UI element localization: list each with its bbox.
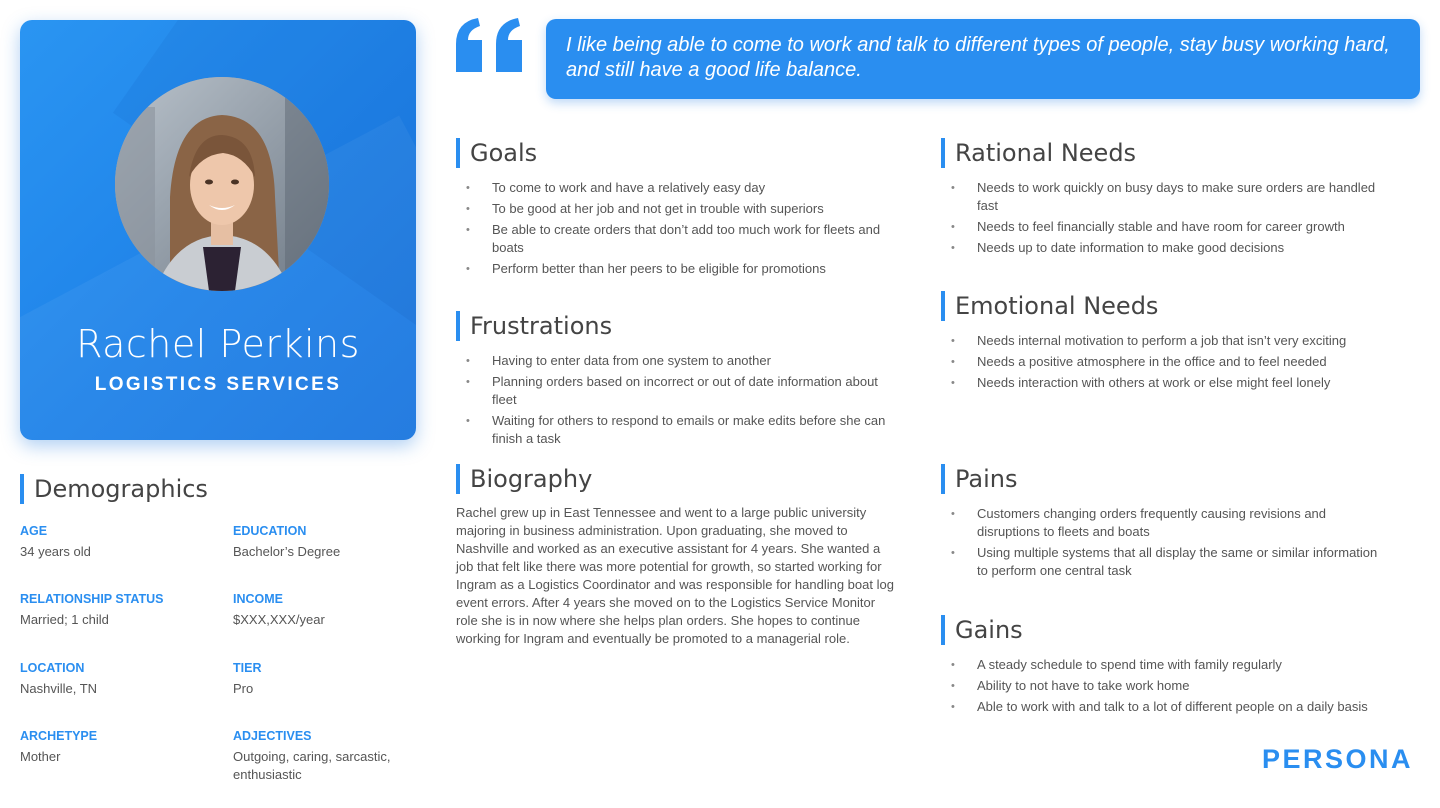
gains-item: • Ability to not have to take work home xyxy=(941,677,1381,695)
location-value: Nashville, TN xyxy=(20,681,98,696)
frustrations-heading: Frustrations xyxy=(456,311,612,341)
persona-quote: I like being able to come to work and talk to different types of people, stay busy working hard, and still have a good life balance. xyxy=(546,19,1420,99)
biography-heading: Biography xyxy=(456,464,592,494)
profile-card xyxy=(20,20,416,440)
rational-needs-item: • Needs up to date information to make good decisions xyxy=(941,239,1381,257)
relationship-value: Married; 1 child xyxy=(20,612,109,627)
goals-heading: Goals xyxy=(456,138,537,168)
relationship-label: RELATIONSHIP STATUS xyxy=(20,592,164,606)
income-label: INCOME xyxy=(233,592,283,606)
pains-list xyxy=(941,505,1381,583)
pains-heading: Pains xyxy=(941,464,1017,494)
frustrations-list xyxy=(456,352,896,451)
adjectives-label: ADJECTIVES xyxy=(233,729,312,743)
biography-text: Rachel grew up in East Tennessee and went to a large public university majoring in business administration. Upon graduating, she moved to Nashville and worked as an executive assistant for 4 years. She wanted a job that felt like there was more potential for growth, so started working for Ingram as a Logistics Coordinator and was responsible for handling boat log event errors. After 4 years she moved on to the Logistics Service Monitor role she is in now where she helps plan orders. She hopes to continue working for Ingram and eventually be promoted to a managerial role. xyxy=(456,505,894,646)
tier-label: TIER xyxy=(233,661,262,675)
gains-heading: Gains xyxy=(941,615,1023,645)
emotional-needs-item: • Needs a positive atmosphere in the office and to feel needed xyxy=(941,353,1381,371)
gains-item: • A steady schedule to spend time with family regularly xyxy=(941,656,1381,674)
income-value: $XXX,XXX/year xyxy=(233,612,325,627)
frustrations-item: • Waiting for others to respond to emails or make edits before she can finish a task xyxy=(456,412,896,448)
emotional-needs-item: • Needs interaction with others at work or else might feel lonely xyxy=(941,374,1381,392)
profile-photo-image xyxy=(115,77,329,291)
persona-role: LOGISTICS SERVICES xyxy=(94,374,342,395)
archetype-value: Mother xyxy=(20,749,61,764)
tier-value: Pro xyxy=(233,681,254,696)
rational-needs-item: • Needs to feel financially stable and have room for career growth xyxy=(941,218,1381,236)
age-value: 34 years old xyxy=(20,544,91,559)
emotional-needs-item: • Needs internal motivation to perform a job that isn’t very exciting xyxy=(941,332,1381,350)
goals-item: • Be able to create orders that don’t add too much work for fleets and boats xyxy=(456,221,896,257)
pains-item: • Customers changing orders frequently causing revisions and disruptions to fleets and boats xyxy=(941,505,1381,541)
goals-item: • Perform better than her peers to be eligible for promotions xyxy=(456,260,896,278)
adjectives-value: Outgoing, caring, sarcastic, enthusiastic xyxy=(233,749,391,782)
rational-needs-list xyxy=(941,179,1381,260)
gains-list xyxy=(941,656,1381,719)
pains-item: • Using multiple systems that all display the same or similar information to perform one central task xyxy=(941,544,1381,580)
emotional-needs-heading: Emotional Needs xyxy=(941,291,1158,321)
location-label: LOCATION xyxy=(20,661,85,675)
gains-item: • Able to work with and talk to a lot of different people on a daily basis xyxy=(941,698,1381,716)
age-label: AGE xyxy=(20,524,48,538)
goals-item: • To be good at her job and not get in trouble with superiors xyxy=(456,200,896,218)
education-label: EDUCATION xyxy=(233,524,307,538)
demographics-heading: Demographics xyxy=(20,474,208,504)
goals-item: • To come to work and have a relatively easy day xyxy=(456,179,896,197)
rational-needs-item: • Needs to work quickly on busy days to make sure orders are handled fast xyxy=(941,179,1381,215)
frustrations-item: • Planning orders based on incorrect or out of date information about fleet xyxy=(456,373,896,409)
frustrations-item: • Having to enter data from one system to another xyxy=(456,352,896,370)
education-value: Bachelor’s Degree xyxy=(233,544,341,559)
archetype-label: ARCHETYPE xyxy=(20,729,98,743)
rational-needs-heading: Rational Needs xyxy=(941,138,1136,168)
quote-icon xyxy=(456,18,522,72)
persona-brand-logo: PERSONA xyxy=(1262,744,1414,774)
emotional-needs-list xyxy=(941,332,1381,395)
goals-list xyxy=(456,179,896,281)
persona-name: Rachel Perkins xyxy=(76,322,360,366)
profile-photo xyxy=(115,77,329,291)
